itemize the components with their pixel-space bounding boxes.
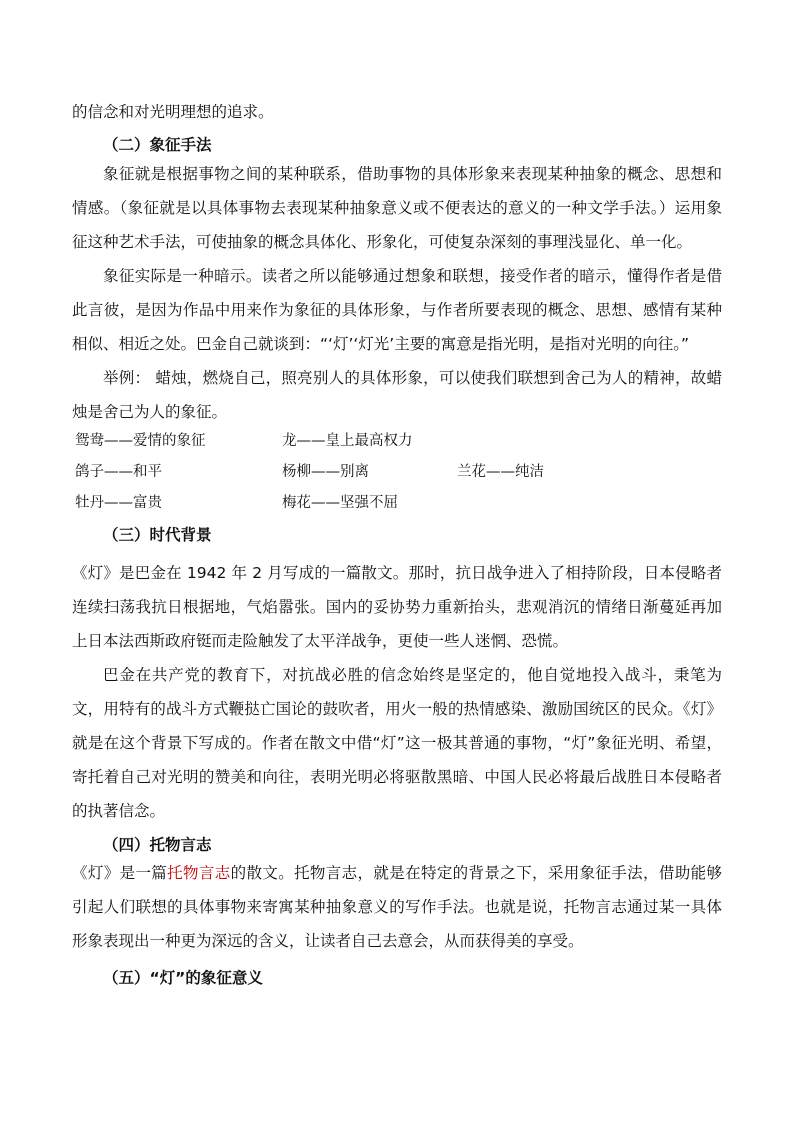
highlighted-term: 托物言志 xyxy=(167,864,231,882)
paragraph-text: 象征实际是一种暗示。读者之所以能够通过想象和联想，接受作者的暗示，懂得作者是借此言彼，是因为作品中用来作为象征的具体形象，与作者所要表现的概念、思想、感情有某种相似、相近之处。巴金自己就谈到：“‘灯’‘灯光’主要的寓意是指光明，是指对光明的向往。” xyxy=(72,267,722,353)
paragraph-background-1 xyxy=(72,556,722,658)
paragraph-text: 的散文。托物言志，就是在特定的背景之下，采用象征手法，借助能够引起人们联想的具体事物来寄寓某种抽象意义的写作手法。也就是说，托物言志通过某一具体形象表现出一种更为深远的含义，让读者自己去意会，从而获得美的享受。 xyxy=(72,864,722,950)
symbol-item: 梅花——坚强不屈 xyxy=(282,495,398,511)
symbol-item: 牡丹——富贵 xyxy=(75,495,162,511)
paragraph-tuowuyanzhi xyxy=(72,856,722,958)
symbol-item: 龙——皇上最高权力 xyxy=(282,433,413,449)
paragraph-text: 巴金在共产党的教育下，对抗战必胜的信念始终是坚定的，他自觉地投入战斗，秉笔为文，用特有的战斗方式鞭挞亡国论的鼓吹者，用火一般的热情感染、激励国统区的民众。《灯》就是在这个背景下写成的。作者在散文中借“灯”这一极其普通的事物，“灯”象征光明、希望，寄托着自己对光明的赞美和向往，表明光明必将驱散黑暗、中国人民必将最后战胜日本侵略者的执著信念。 xyxy=(72,666,722,820)
section-heading-background: （三）时代背景 xyxy=(103,526,212,544)
paragraph-background-2 xyxy=(72,658,722,828)
paragraph-example xyxy=(72,361,722,429)
paragraph-symbolism-definition xyxy=(72,157,722,259)
paragraph-text: 象征就是根据事物之间的某种联系，借助事物的具体形象来表现某种抽象的概念、思想和情感。（象征就是以具体事物去表现某种抽象意义或不便表达的意义的一种文学手法。）运用象征这种艺术手法，可使抽象的概念具体化、形象化，可使复杂深刻的事理浅显化、单一化。 xyxy=(72,165,722,251)
section-heading-symbolism: （二）象征手法 xyxy=(103,136,212,154)
paragraph-text: 《灯》是巴金在 1942 年 2 月写成的一篇散文。那时，抗日战争进入了相持阶段，日本侵略者连续扫荡我抗日根据地，气焰嚣张。国内的妥协势力重新抬头，悲观消沉的情绪日渐蔓延再加上日本法西斯政府铤而走险触发了太平洋战争，更使一些人迷惘、恐慌。 xyxy=(72,564,722,650)
symbol-item: 鸽子——和平 xyxy=(75,464,162,480)
symbol-item: 兰花——纯洁 xyxy=(457,464,544,480)
section-heading-lamp-meaning: （五）“灯”的象征意义 xyxy=(103,969,263,987)
paragraph-text: 举例： 蜡烛，燃烧自己，照亮别人的具体形象，可以使我们联想到舍己为人的精神，故蜡烛是舍己为人的象征。 xyxy=(72,369,722,421)
continued-text-line: 的信念和对光明理想的追求。 xyxy=(72,103,274,121)
paragraph-symbolism-hint xyxy=(72,259,722,361)
symbol-item: 鸳鸯——爱情的象征 xyxy=(75,433,206,449)
symbol-item: 杨柳——别离 xyxy=(282,464,369,480)
section-heading-tuowuyanzhi: （四）托物言志 xyxy=(103,836,212,854)
paragraph-text: 《灯》是一篇 xyxy=(72,864,168,882)
